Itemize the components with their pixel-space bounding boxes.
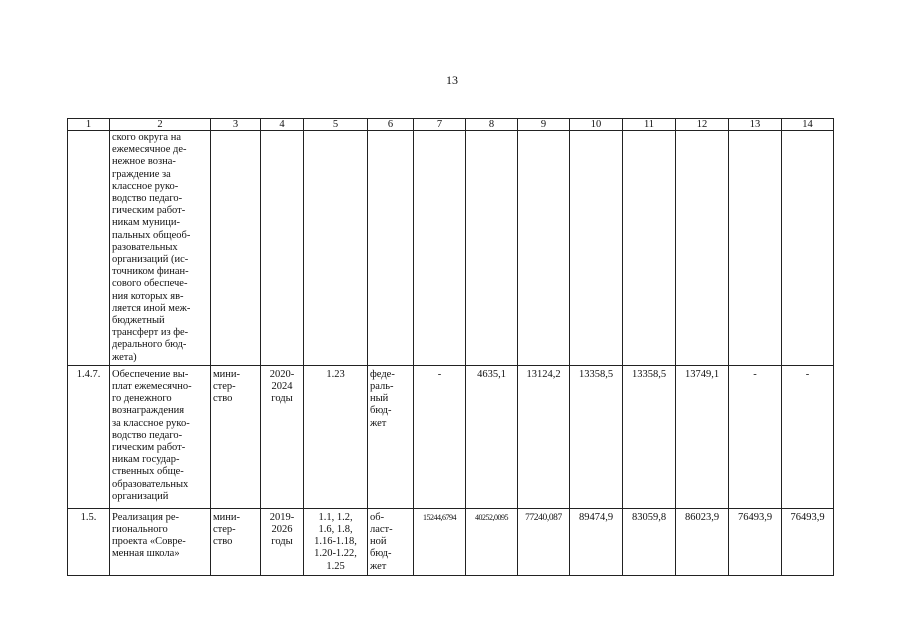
funding-source xyxy=(368,365,414,508)
value-cell xyxy=(414,131,466,366)
indicator-ref-text: 1.1, 1.2, 1.6, 1.8, 1.16-1.18, 1.20-1.22, 1.25 xyxy=(314,511,357,572)
column-header: 10 xyxy=(570,119,623,131)
row-number: 1.5. xyxy=(68,508,110,575)
column-header: 14 xyxy=(782,119,834,131)
column-header: 11 xyxy=(623,119,676,131)
column-header: 12 xyxy=(676,119,729,131)
executor xyxy=(211,131,261,366)
funding-source-text: феде- раль- ный бюд- жет xyxy=(370,368,395,429)
value-cell: 83059,8 xyxy=(623,508,676,575)
value-cell xyxy=(729,131,782,366)
value-cell: 76493,9 xyxy=(729,508,782,575)
value-cell: 89474,9 xyxy=(570,508,623,575)
column-header: 2 xyxy=(110,119,211,131)
value-cell: 15244,6794 xyxy=(414,508,466,575)
measure-name-text: ского округа на ежемесячное де- нежное возна- граждение за классное руко- водство педаго- гическим работ- никам муници- пальных общеоб- разовательных организаций (ис- точником финан- сового обеспече- ния которых яв- ляется иной меж- бюджетный трансферт из фе- дерального бюд- жета) xyxy=(112,132,191,363)
column-header: 6 xyxy=(368,119,414,131)
value-cell: 4635,1 xyxy=(466,365,518,508)
indicator-ref xyxy=(304,131,368,366)
column-header: 8 xyxy=(466,119,518,131)
column-number-row xyxy=(68,119,834,131)
executor xyxy=(211,365,261,508)
measure-name-text: Реализация ре- гионального проекта «Совре- менная школа» xyxy=(112,511,186,560)
funding-source-text: об- ласт- ной бюд- жет xyxy=(370,511,393,572)
indicator-ref-text: 1.23 xyxy=(326,368,345,380)
value-cell: - xyxy=(414,365,466,508)
column-header: 7 xyxy=(414,119,466,131)
program-table xyxy=(67,118,834,576)
table-row xyxy=(68,508,834,575)
value-cell: 76493,9 xyxy=(782,508,834,575)
period xyxy=(261,365,304,508)
period xyxy=(261,131,304,366)
value-cell xyxy=(623,131,676,366)
value-cell: 40252,0095 xyxy=(466,508,518,575)
executor-text: мини- стер- ство xyxy=(213,511,240,548)
value-cell: - xyxy=(729,365,782,508)
measure-name xyxy=(110,365,211,508)
column-header: 13 xyxy=(729,119,782,131)
value-cell: - xyxy=(782,365,834,508)
value-cell xyxy=(676,131,729,366)
executor xyxy=(211,508,261,575)
page-number: 13 xyxy=(446,73,458,87)
executor-text: мини- стер- ство xyxy=(213,368,240,405)
indicator-ref xyxy=(304,508,368,575)
period-text: 2019- 2026 годы xyxy=(269,511,295,548)
table-row xyxy=(68,365,834,508)
value-cell: 13124,2 xyxy=(518,365,570,508)
measure-name-text: Обеспечение вы- плат ежемесячно- го денежного вознаграждения за классное руко- водство педаго- гическим работ- никам государ- ственных обще- образовательных организаций xyxy=(112,368,192,502)
indicator-ref xyxy=(304,365,368,508)
funding-source xyxy=(368,508,414,575)
row-number xyxy=(68,131,110,366)
measure-name xyxy=(110,131,211,366)
column-header: 1 xyxy=(68,119,110,131)
column-header: 9 xyxy=(518,119,570,131)
value-cell xyxy=(466,131,518,366)
measure-name xyxy=(110,508,211,575)
value-cell: 13358,5 xyxy=(570,365,623,508)
period xyxy=(261,508,304,575)
value-cell xyxy=(570,131,623,366)
row-number: 1.4.7. xyxy=(68,365,110,508)
period-text: 2020- 2024 годы xyxy=(269,368,295,405)
column-header: 4 xyxy=(261,119,304,131)
value-cell: 77240,087 xyxy=(518,508,570,575)
value-cell xyxy=(518,131,570,366)
column-header: 5 xyxy=(304,119,368,131)
value-cell xyxy=(782,131,834,366)
column-header: 3 xyxy=(211,119,261,131)
table-row xyxy=(68,131,834,366)
value-cell: 13358,5 xyxy=(623,365,676,508)
value-cell: 13749,1 xyxy=(676,365,729,508)
funding-source xyxy=(368,131,414,366)
value-cell: 86023,9 xyxy=(676,508,729,575)
